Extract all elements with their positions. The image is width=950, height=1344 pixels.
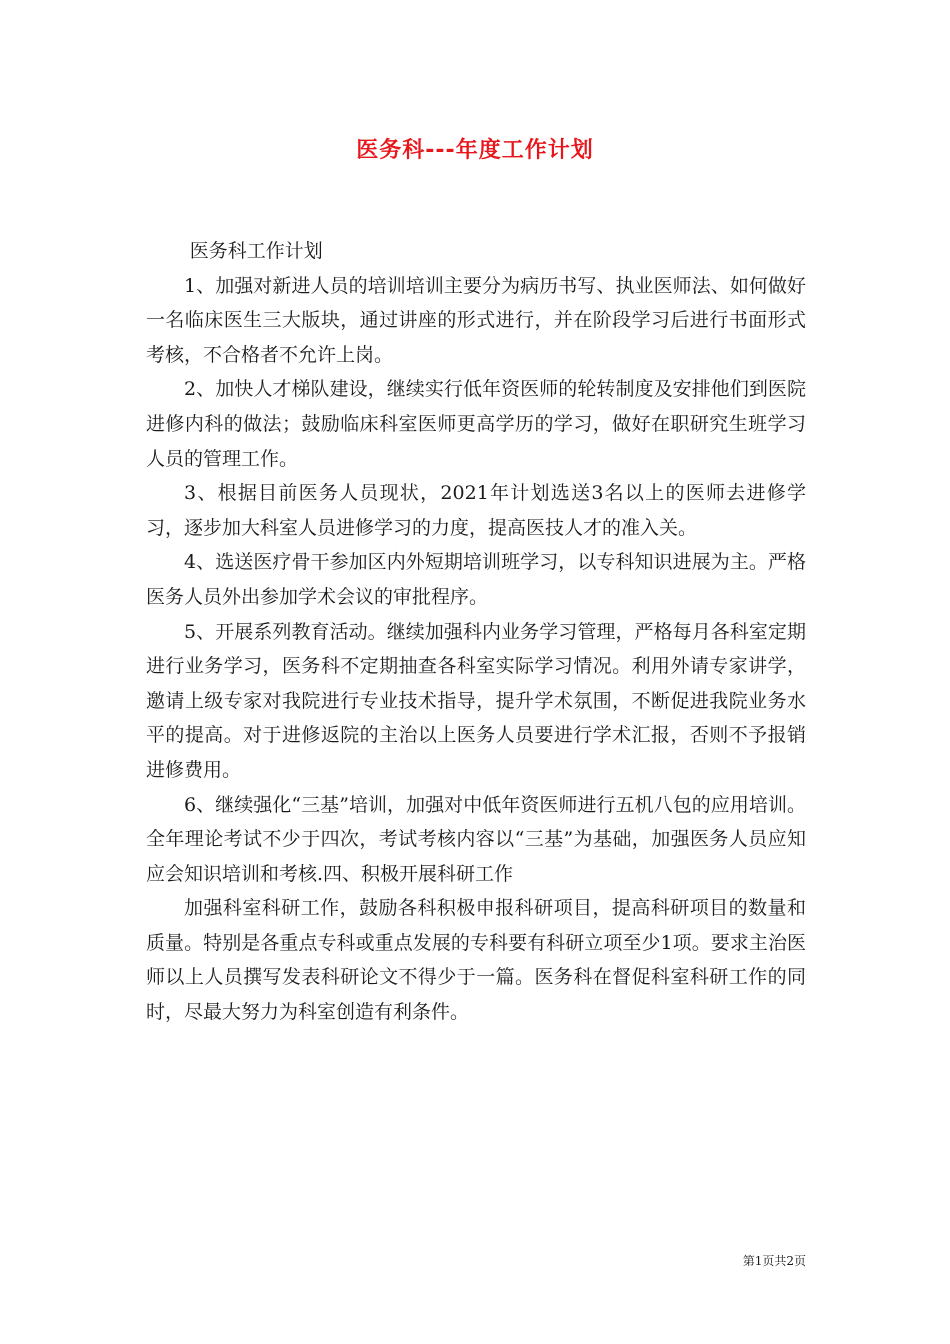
document-body [146, 234, 806, 1030]
paragraph-2: 2、加快人才梯队建设，继续实行低年资医师的轮转制度及安排他们到医院进修内科的做法；鼓励临床科室医师更高学历的学习，做好在职研究生班学习人员的管理工作。 [146, 378, 806, 470]
document-title: 医务科---年度工作计划 [356, 138, 594, 163]
page-number: 第1页共2页 [742, 1254, 806, 1268]
paragraph-7: 加强科室科研工作，鼓励各科积极申报科研项目，提高科研项目的数量和质量。特别是各重点专科或重点发展的专科要有科研立项至少1项。要求主治医师以上人员撰写发表科研论文不得少于一篇。医务科在督促科室科研工作的同时，尽最大努力为科室创造有利条件。 [146, 897, 806, 1024]
paragraph-3: 3、根据目前医务人员现状，2021年计划选送3名以上的医师去进修学习，逐步加大科室人员进修学习的力度，提高医技人才的准入关。 [146, 482, 806, 539]
section-heading: 医务科工作计划 [189, 240, 323, 262]
paragraph-5: 5、开展系列教育活动。继续加强科内业务学习管理，严格每月各科室定期进行业务学习，医务科不定期抽查各科室实际学习情况。利用外请专家讲学，邀请上级专家对我院进行专业技术指导，提升学术氛围，不断促进我院业务水平的提高。对于进修返院的主治以上医务人员要进行学术汇报，否则不予报销进修费用。 [146, 620, 806, 781]
paragraph-4: 4、选送医疗骨干参加区内外短期培训班学习，以专科知识进展为主。严格医务人员外出参加学术会议的审批程序。 [146, 551, 806, 608]
paragraph-6: 6、继续强化“三基”培训，加强对中低年资医师进行五机八包的应用培训。全年理论考试不少于四次，考试考核内容以“三基”为基础，加强医务人员应知应会知识培训和考核.四、积极开展科研工作 [146, 793, 806, 885]
paragraph-1: 1、加强对新进人员的培训培训主要分为病历书写、执业医师法、如何做好一名临床医生三大版块，通过讲座的形式进行，并在阶段学习后进行书面形式考核，不合格者不允许上岗。 [146, 274, 806, 366]
